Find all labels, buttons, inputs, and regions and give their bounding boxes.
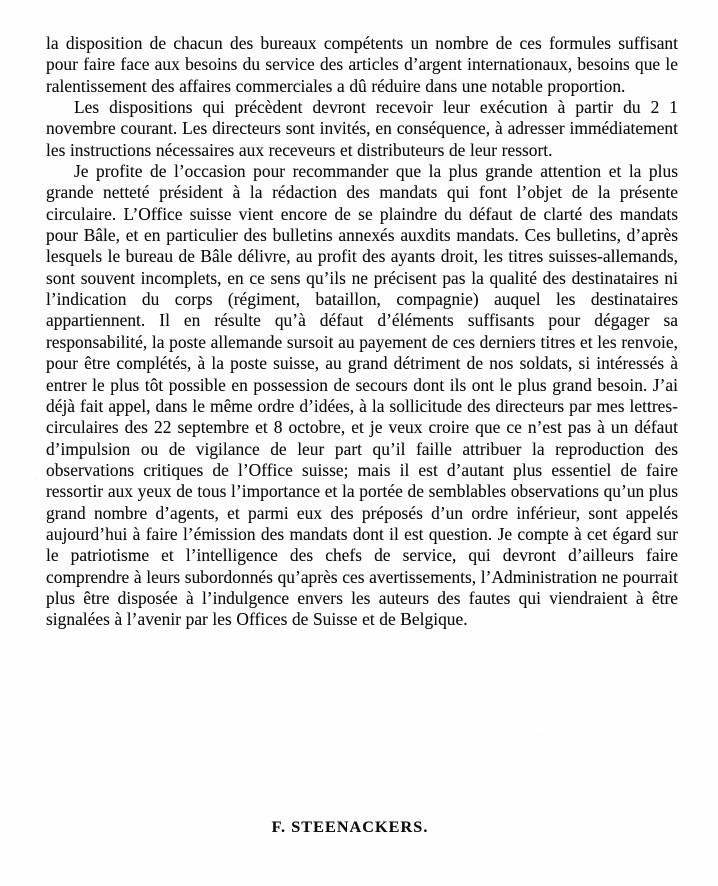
signature-block — [46, 818, 678, 837]
document-text-block — [46, 33, 678, 631]
paragraph-3: Je profite de l’occasion pour recommander que la plus grande attention et la plus grande netteté président à la rédaction des mandats qui font l’objet de la présente circulaire. L’Office suisse vient encore de se plaindre du défaut de clarté des mandats pour Bâle, et en particulier des bulletins annexés auxdits mandats. Ces bulletins, d’après lesquels le bureau de Bâle délivre, au profit des ayants droit, les titres suisses-allemands, sont souvent incomplets, en ce sens qu’ils ne précisent pas la qualité des destinataires ni l’indication du corps (régiment, bataillon, compagnie) auquel les destinataires appartiennent. Il en résulte qu’à défaut d’éléments suffisants pour dégager sa responsabilité, la poste allemande sursoit au payement de ces derniers titres et les renvoie, pour être complétés, à la poste suisse, au grand détriment de nos soldats, si intéressés à entrer le plus tôt possible en possession de secours dont ils ont le plus grand besoin. J’ai déjà fait appel, dans le même ordre d’idées, à la sollicitude des directeurs par mes lettres-circulaires des 22 septembre et 8 octobre, et je veux croire que ce n’est pas à un défaut d’impulsion ou de vigilance de leur part qu’il faille attribuer la reproduction des observations critiques de l’Office suisse; mais il est d’autant plus essentiel de faire ressortir aux yeux de tous l’importance et la portée de semblables observations qu’un plus grand nombre d’agents, et parmi eux des préposés d’un ordre inférieur, sont appelés aujourd’hui à faire l’émission des mandats dont il est question. Je compte à cet égard sur le patriotisme et l’intelligence des chefs de service, qui devront d’ailleurs faire comprendre à leurs subordonnés qu’après ces avertissements, l’Administration ne pourrait plus être disposée à l’indulgence envers les auteurs des fautes qui viendraient à être signalées à l’avenir par les Offices de Suisse et de Belgique. — [46, 161, 678, 630]
signature-name: F. STEENACKERS. — [271, 818, 429, 836]
paragraph-2: Les dispositions qui précèdent devront recevoir leur exécution à partir du 2 1 novembre courant. Les directeurs sont invités, en conséquence, à adresser immédiatement les instructions nécessaires aux receveurs et distributeurs de leur ressort. — [46, 97, 678, 160]
paragraph-1: la disposition de chacun des bureaux compétents un nombre de ces formules suffisant pour faire face aux besoins du service des articles d’argent internationaux, besoins que le ralentissement des affaires commerciales a dû réduire dans une notable proportion. — [46, 33, 678, 96]
